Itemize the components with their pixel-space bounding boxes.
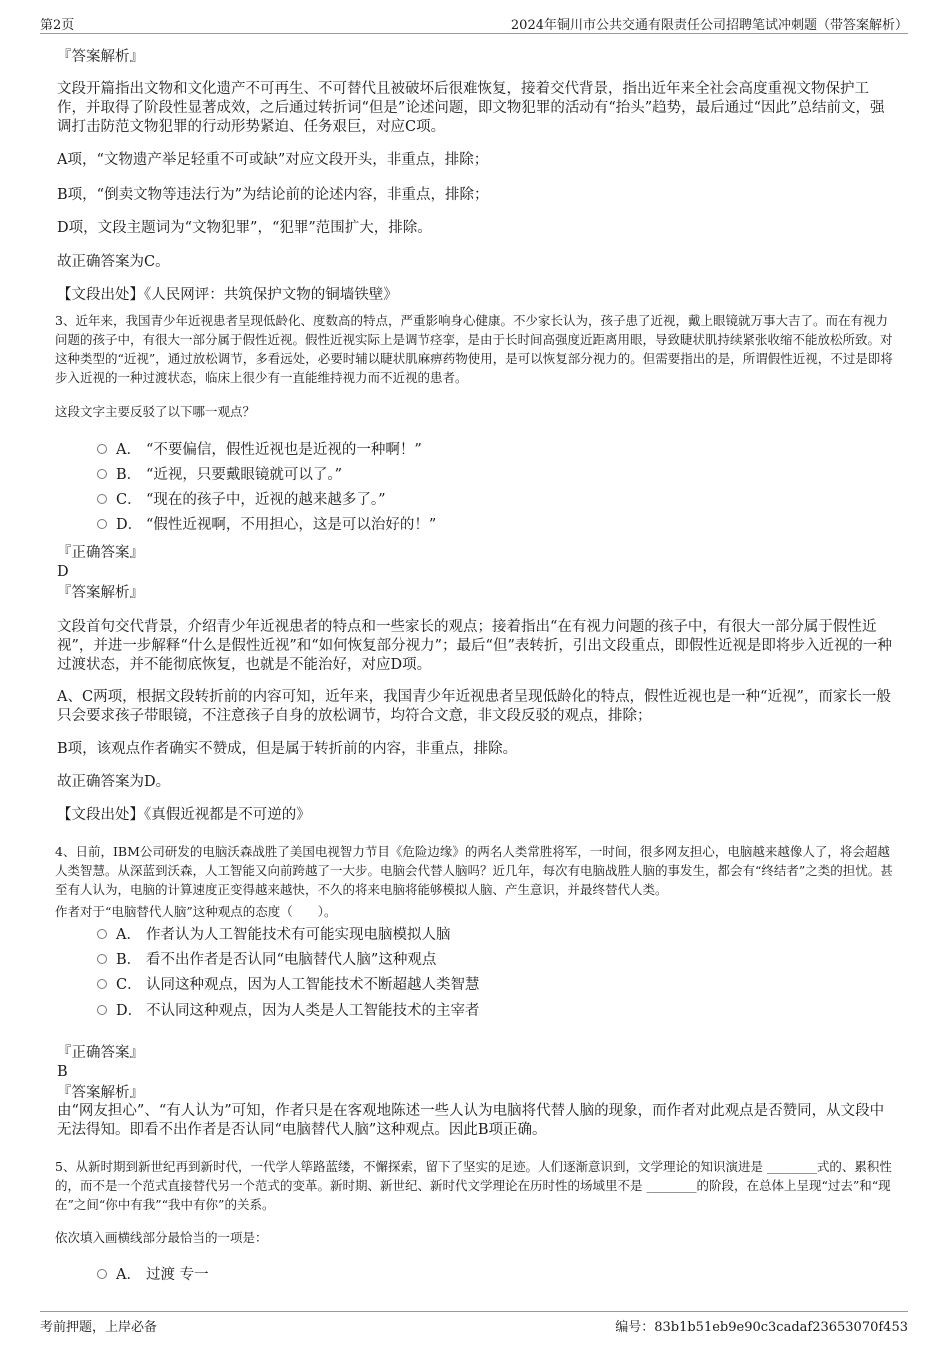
- q3-source: 【文段出处】《真假近视都是不可逆的》: [57, 807, 311, 823]
- q3-question: 这段文字主要反驳了以下哪一观点？: [55, 404, 256, 419]
- q2-source: 【文段出处】《人民网评：共筑保护文物的铜墙铁壁》: [57, 287, 398, 303]
- q5-option-a[interactable]: A． 过渡 专一: [97, 1265, 209, 1285]
- q4-option-b[interactable]: B． 看不出作者是否认同“电脑替代人脑”这种观点: [97, 950, 436, 970]
- q3-analysis-para1: 文段首句交代背景，介绍青少年近视患者的特点和一些家长的观点；接着指出“在有视力问题的孩子中，有很大一部分属于假性近视”，并进一步解释“什么是假性近视”和“如何恢复部分视力”；最后“但”表转折，引出文段重点，即假性近视是即将步入近视的一种过渡状态，并不能彻底恢复，也就是不能治好，对应D项。: [57, 619, 892, 673]
- q4-answer-label: 『正确答案』: [57, 1045, 144, 1061]
- q3-option-b[interactable]: B． “近视，只要戴眼镜就可以了。”: [97, 465, 342, 485]
- document-id: 编号：83b1b51eb9e90c3cadaf23653070f453: [615, 1320, 908, 1335]
- q2-analysis-para3: B项，“倒卖文物等违法行为”为结论前的论述内容，非重点，排除；: [57, 187, 489, 203]
- q2-analysis-para1: 文段开篇指出文物和文化遗产不可再生、不可替代且被破坏后很难恢复，接着交代背景，指出近年来全社会高度重视文物保护工作，并取得了阶段性显著成效，之后通过转折词“但是”论述问题，即文物犯罪的活动有“抬头”趋势，最后通过“因此”总结前文，强调打击防范文物犯罪的行动形势紧迫、任务艰巨，对应C项。: [57, 81, 885, 135]
- radio-icon[interactable]: [97, 979, 107, 989]
- q3-analysis-para3: B项，该观点作者确实不赞成，但是属于转折前的内容，非重点，排除。: [57, 741, 518, 757]
- q2-analysis-para2: A项，“文物遗产举足轻重不可或缺”对应文段开头，非重点，排除；: [57, 152, 489, 168]
- q4-analysis-label: 『答案解析』: [57, 1085, 144, 1101]
- page-footer: [40, 1311, 908, 1335]
- radio-icon[interactable]: [97, 469, 107, 479]
- q4-answer: B: [57, 1064, 68, 1080]
- q4-stem: 4、日前，IBM公司研发的电脑沃森战胜了美国电视智力节目《危险边缘》的两名人类常胜将军，一时间，很多网友担心，电脑越来越像人了，将会超越人类智慧。从深蓝到沃森，人工智能又向前跨越了一大步。电脑会代替人脑吗？近几年，每次有电脑战胜人脑的事发生，都会有“终结者”之类的担忧。甚至有人认为，电脑的计算速度正变得越来越快，不久的将来电脑将能够模拟人脑、产生意识，并最终替代人类。: [55, 844, 893, 897]
- radio-icon[interactable]: [97, 1269, 107, 1279]
- q3-analysis-para4: 故正确答案为D。: [57, 774, 171, 790]
- q4-option-a[interactable]: A． 作者认为人工智能技术有可能实现电脑模拟人脑: [97, 925, 451, 945]
- radio-icon[interactable]: [97, 929, 107, 939]
- document-title: 2024年铜川市公共交通有限责任公司招聘笔试冲刺题（带答案解析）: [510, 18, 908, 33]
- q3-answer-label: 『正确答案』: [57, 545, 144, 561]
- q4-option-c[interactable]: C． 认同这种观点，因为人工智能技术不断超越人类智慧: [97, 975, 480, 995]
- radio-icon[interactable]: [97, 954, 107, 964]
- page-number: 第2页: [40, 18, 75, 33]
- q3-option-c[interactable]: C． “现在的孩子中，近视的越来越多了。”: [97, 490, 386, 510]
- q3-analysis-para2: A、C两项，根据文段转折前的内容可知，近年来，我国青少年近视患者呈现低龄化的特点，假性近视也是一种“近视”，而家长一般只会要求孩子带眼镜，不注意孩子自身的放松调节，均符合文意，非文段反驳的观点，排除；: [57, 689, 891, 724]
- q3-stem: 3、近年来，我国青少年近视患者呈现低龄化、度数高的特点，严重影响身心健康。不少家长认为，孩子患了近视，戴上眼镜就万事大吉了。而在有视力问题的孩子中，有很大一部分属于假性近视。假性近视实际上是调节痉挛，是由于长时间高强度近距离用眼，导致睫状肌持续紧张收缩不能放松所致。对这种类型的“近视”，通过放松调节，多看远处，必要时辅以睫状肌麻痹药物使用，是可以恢复部分视力的。但需要指出的是，所谓假性近视，不过是即将步入近视的一种过渡状态，临床上很少有一直能维持视力而不近视的患者。: [55, 313, 893, 385]
- footer-slogan: 考前押题，上岸必备: [40, 1320, 158, 1335]
- q5-stem: 5、从新时期到新世纪再到新时代，一代学人筚路蓝缕，不懈探索，留下了坚实的足迹。人们逐渐意识到，文学理论的知识演进是 ________式的、累积性的，而不是一个范式直接替代另一个范式的变革。新时期、新世纪、新时代文学理论在历时性的场域里不是 ________的阶段，在总体上呈现“过去”和“现在”之间“你中有我”“我中有你”的关系。: [55, 1159, 892, 1212]
- q2-analysis-para5: 故正确答案为C。: [57, 254, 170, 270]
- q4-question: 作者对于“电脑替代人脑”这种观点的态度（ ）。: [55, 904, 337, 919]
- q3-option-a[interactable]: A． “不要偏信，假性近视也是近视的一种啊！”: [97, 440, 422, 460]
- q2-analysis-para4: D项，文段主题词为“文物犯罪”，“犯罪”范围扩大，排除。: [57, 220, 432, 236]
- q4-analysis-para1: 由“网友担心”、“有人认为”可知，作者只是在客观地陈述一些人认为电脑将代替人脑的现象，而作者对此观点是否赞同，从文段中无法得知。即看不出作者是否认同“电脑替代人脑”这种观点。因此B项正确。: [57, 1103, 885, 1138]
- q2-analysis-label: 『答案解析』: [57, 49, 144, 65]
- q4-option-d[interactable]: D． 不认同这种观点，因为人类是人工智能技术的主宰者: [97, 1001, 480, 1021]
- radio-icon[interactable]: [97, 1005, 107, 1015]
- q3-analysis-label: 『答案解析』: [57, 585, 144, 601]
- q3-option-d[interactable]: D． “假性近视啊，不用担心，这是可以治好的！”: [97, 515, 436, 535]
- radio-icon[interactable]: [97, 444, 107, 454]
- radio-icon[interactable]: [97, 494, 107, 504]
- q5-question: 依次填入画横线部分最恰当的一项是：: [55, 1230, 268, 1245]
- radio-icon[interactable]: [97, 519, 107, 529]
- page-header: [40, 10, 908, 34]
- q3-answer: D: [57, 564, 69, 580]
